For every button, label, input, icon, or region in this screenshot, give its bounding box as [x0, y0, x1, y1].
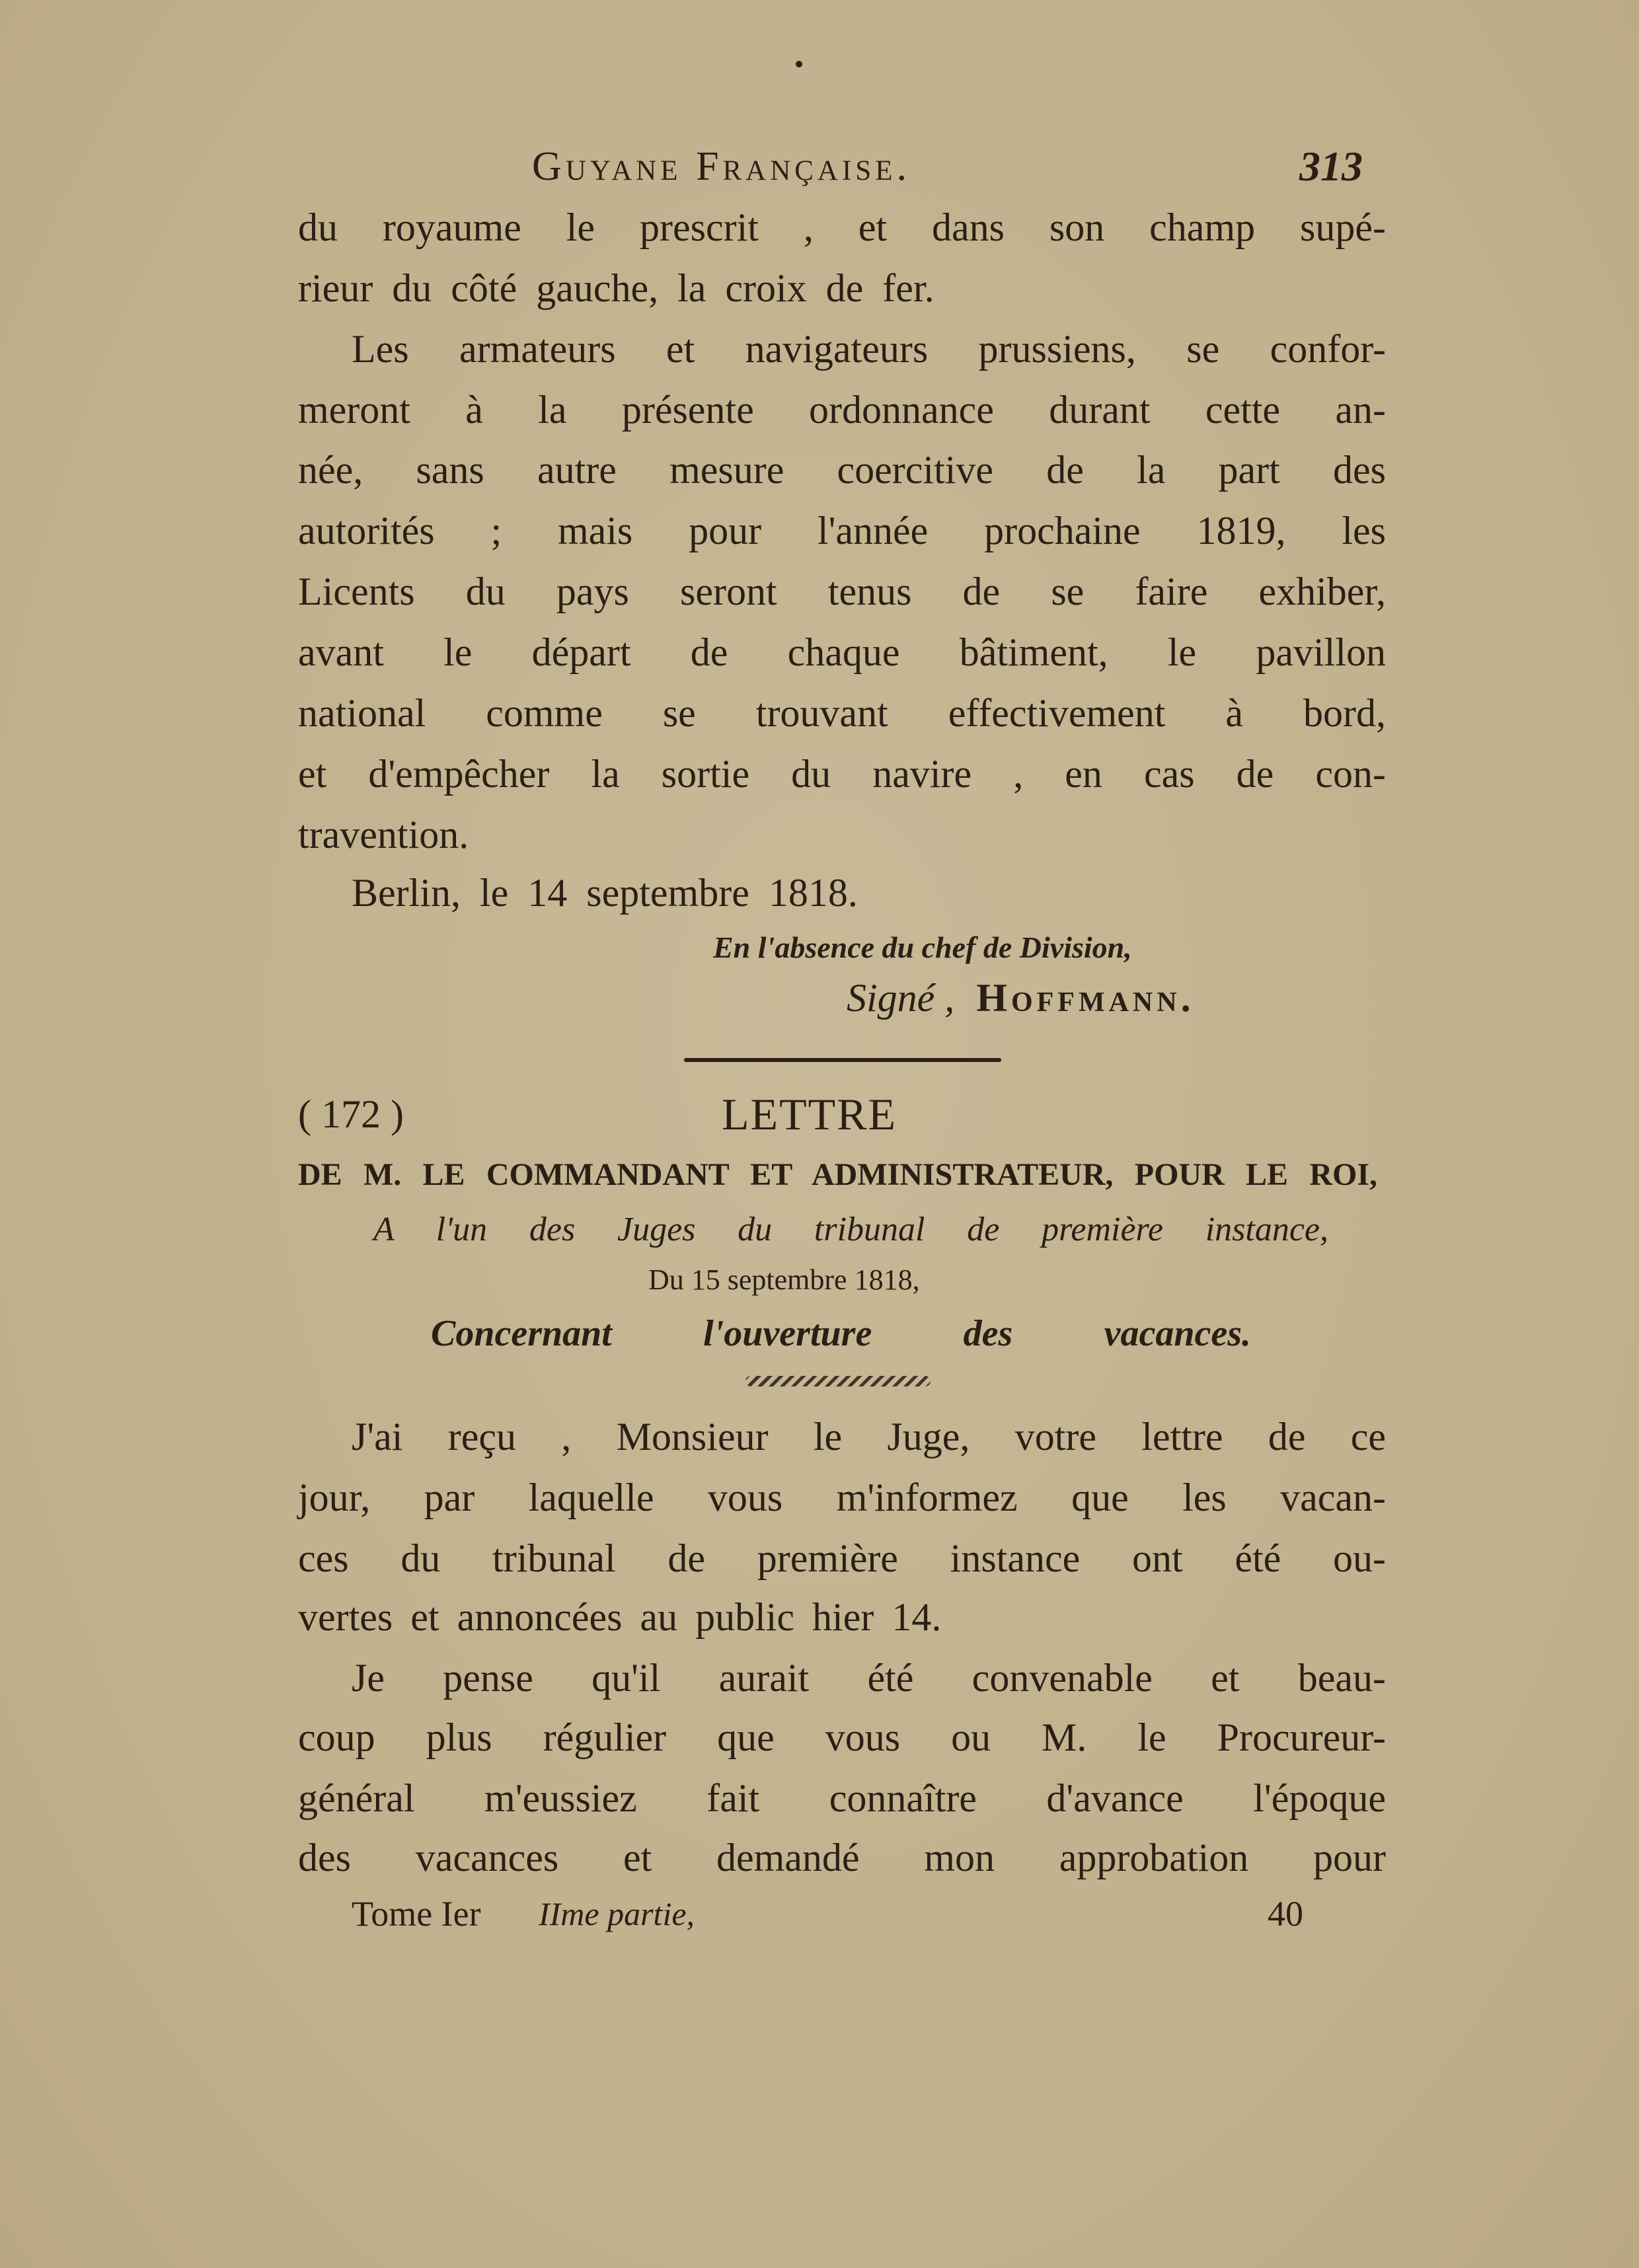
- document-number: ( 172 ): [298, 1092, 404, 1136]
- page-number: 313: [1299, 143, 1363, 190]
- text-line: avant le départ de chaque bâtiment, le pavillon: [298, 630, 1386, 674]
- absence-note: En l'absence du chef de Division,: [713, 930, 1132, 964]
- document-title: LETTRE: [722, 1089, 897, 1139]
- signer-name: Hoffmann.: [976, 976, 1195, 1020]
- footer-volume: Tome Ier: [352, 1894, 481, 1934]
- text-line: vertes et annoncées au public hier 14.: [298, 1595, 942, 1639]
- text-line: rieur du côté gauche, la croix de fer.: [298, 266, 934, 310]
- text-line: du royaume le prescrit , et dans son champ supé-: [298, 206, 1386, 249]
- text-line: coup plus régulier que vous ou M. le Procureur-: [298, 1716, 1386, 1759]
- footer-part: IIme partie,: [539, 1895, 695, 1932]
- document-recipient: A l'un des Juges du tribunal de première instance,: [373, 1211, 1328, 1248]
- text-line: jour, par laquelle vous m'informez que les vacan-: [298, 1476, 1386, 1519]
- ink-speck: [796, 61, 802, 67]
- document-subject: Concernant l'ouverture des vacances.: [431, 1313, 1251, 1354]
- text-line: et d'empêcher la sortie du navire , en cas de con-: [298, 752, 1386, 796]
- text-line: meront à la présente ordonnance durant cette an-: [298, 388, 1386, 432]
- text-line: née, sans autre mesure coercitive de la part des: [298, 448, 1386, 492]
- text-line: Licents du pays seront tenus de se faire exhiber,: [298, 570, 1386, 613]
- text-line: ces du tribunal de première instance ont été ou-: [298, 1536, 1386, 1580]
- document-sender: DE M. LE COMMANDANT ET ADMINISTRATEUR, POUR LE ROI,: [298, 1157, 1377, 1192]
- text-line: des vacances et demandé mon approbation pour: [298, 1836, 1386, 1879]
- text-line: J'ai reçu , Monsieur le Juge, votre lettre de ce: [352, 1415, 1386, 1458]
- place-date: Berlin, le 14 septembre 1818.: [352, 871, 858, 915]
- text-line: Je pense qu'il aurait été convenable et beau-: [352, 1656, 1386, 1700]
- text-line: Les armateurs et navigateurs prussiens, se confor-: [352, 327, 1386, 371]
- text-line: travention.: [298, 813, 469, 856]
- text-line: général m'eussiez fait connaître d'avance l'époque: [298, 1776, 1386, 1820]
- text-line: national comme se trouvant effectivement à bord,: [298, 691, 1386, 735]
- section-divider: [684, 1058, 1001, 1062]
- text-line: autorités ; mais pour l'année prochaine 1819, les: [298, 509, 1386, 552]
- document-date: Du 15 septembre 1818,: [648, 1264, 920, 1296]
- signature-mark: 40: [1268, 1894, 1303, 1934]
- signed-label: Signé ,: [847, 976, 955, 1020]
- ornamental-divider: [745, 1376, 931, 1386]
- running-title: Guyane Française.: [532, 144, 911, 189]
- signature-line: [847, 968, 1195, 1028]
